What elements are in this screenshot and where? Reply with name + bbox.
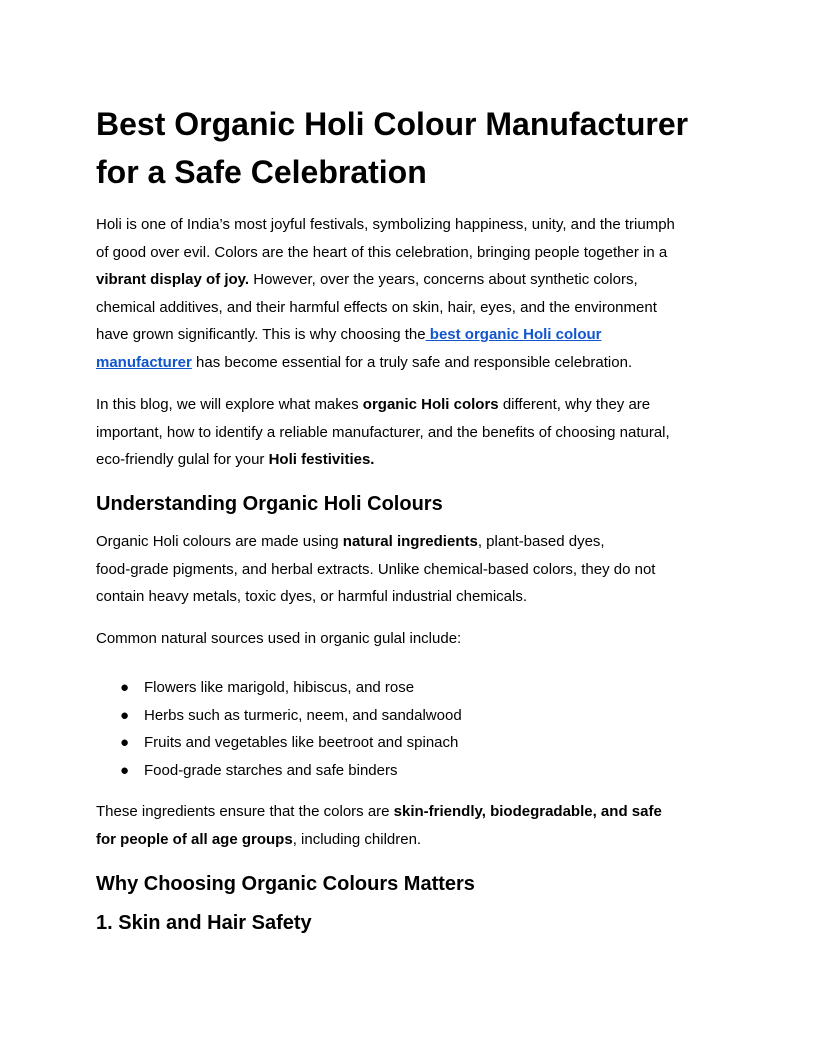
bullet-icon: ● bbox=[120, 734, 130, 752]
ensure-line-1-pre: These ingredients ensure that the colors are bbox=[96, 803, 394, 820]
intro-line-2: of good over evil. Colors are the heart of this celebration, bringing people together in a bbox=[96, 243, 668, 261]
intro-line-4: chemical additives, and their harmful effects on skin, hair, eyes, and the environment bbox=[96, 298, 657, 316]
list-item-text: Fruits and vegetables like beetroot and spinach bbox=[144, 734, 459, 752]
title-line-1: Best Organic Holi Colour Manufacturer bbox=[96, 106, 689, 142]
heading-why-organic: Why Choosing Organic Colours Matters bbox=[96, 873, 475, 895]
manufacturer-link-part-2[interactable]: manufacturer bbox=[96, 353, 192, 371]
heading-understanding: Understanding Organic Holi Colours bbox=[96, 493, 443, 515]
list-item-text: Food-grade starches and safe binders bbox=[144, 761, 398, 779]
list-item-text: Flowers like marigold, hibiscus, and rose bbox=[144, 679, 415, 696]
intro-line-1: Holi is one of India’s most joyful festivals, symbolizing happiness, unity, and the triumph bbox=[96, 216, 675, 233]
understanding-line-1-pre: Organic Holi colours are made using bbox=[96, 533, 343, 550]
ensure-bold-age-groups: for people of all age groups bbox=[96, 830, 293, 848]
understanding-line-1 bbox=[96, 528, 720, 556]
ensure-paragraph bbox=[96, 798, 720, 853]
understanding-bold-natural: natural ingredients bbox=[342, 533, 478, 550]
list-item bbox=[96, 674, 462, 702]
bullet-icon: ● bbox=[120, 706, 130, 724]
blog-intro-bold-festivities: Holi festivities. bbox=[268, 451, 375, 469]
blog-intro-line-1-pre: In this blog, we will explore what makes bbox=[96, 396, 363, 413]
intro-line-5 bbox=[96, 321, 720, 349]
understanding-line-2: food-grade pigments, and herbal extracts. Unlike chemical-based colors, they do not bbox=[96, 560, 656, 578]
blog-intro-line-2: important, how to identify a reliable manufacturer, and the benefits of choosing natural, bbox=[96, 423, 670, 441]
intro-line-5-text: have grown significantly. This is why choosing the bbox=[96, 326, 426, 344]
ensure-line-2-post: , including children. bbox=[292, 830, 422, 848]
blog-intro-line-3-pre: eco-friendly gulal for your bbox=[96, 451, 269, 469]
ensure-line-2 bbox=[96, 826, 720, 854]
bullet-icon: ● bbox=[120, 679, 130, 696]
blog-intro-line-1 bbox=[96, 391, 720, 419]
title-line-2: for a Safe Celebration bbox=[96, 154, 427, 190]
natural-sources-list bbox=[96, 674, 462, 784]
understanding-paragraph bbox=[96, 528, 720, 611]
understanding-line-3: contain heavy metals, toxic dyes, or harmful industrial chemicals. bbox=[96, 588, 528, 606]
ensure-bold-skin-friendly: skin-friendly, biodegradable, and safe bbox=[393, 803, 662, 820]
manufacturer-link-part-1[interactable]: best organic Holi colour bbox=[425, 326, 602, 344]
list-item bbox=[96, 729, 462, 757]
bullet-icon: ● bbox=[120, 761, 130, 779]
intro-paragraph bbox=[96, 211, 720, 377]
sources-intro-paragraph: Common natural sources used in organic gulal include: bbox=[96, 630, 462, 647]
intro-line-3 bbox=[96, 266, 720, 294]
list-item bbox=[96, 757, 462, 785]
intro-line-6-rest: has become essential for a truly safe and responsible celebration. bbox=[191, 353, 633, 371]
intro-bold-vibrant: vibrant display of joy. bbox=[96, 271, 250, 289]
blog-intro-line-1-post: different, why they are bbox=[498, 396, 651, 413]
page-title bbox=[96, 100, 720, 196]
intro-line-6 bbox=[96, 349, 720, 377]
blog-intro-paragraph bbox=[96, 391, 720, 474]
heading-skin-hair-safety: 1. Skin and Hair Safety bbox=[96, 912, 312, 934]
understanding-line-1-post: , plant-based dyes, bbox=[477, 533, 605, 550]
blog-intro-line-3 bbox=[96, 446, 720, 474]
list-item bbox=[96, 702, 462, 730]
list-item-text: Herbs such as turmeric, neem, and sandalwood bbox=[144, 706, 462, 724]
blog-intro-bold-organic: organic Holi colors bbox=[362, 396, 499, 413]
intro-line-3-rest: However, over the years, concerns about synthetic colors, bbox=[249, 271, 638, 289]
ensure-line-1 bbox=[96, 798, 720, 826]
